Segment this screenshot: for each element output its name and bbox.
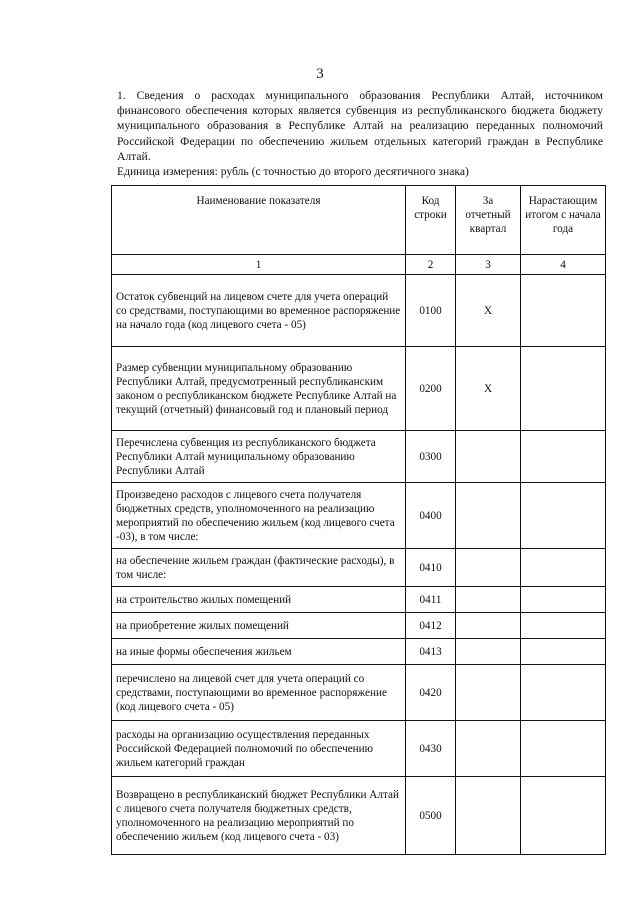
row-code: 0420 [406,665,456,721]
row-code: 0200 [406,347,456,431]
table-row [112,665,606,721]
row-code: 0411 [406,587,456,613]
row-current-value [456,777,521,855]
intro-paragraph: 1. Сведения о расходах муниципального образования Республики Алтай, источником финансового обеспечения которых является субвенция из республиканского бюджета бюджету муниципального образования в Республике Алтай на реализацию переданных полномочий Российской Федерации по обеспечению жильем отдельных категорий граждан в Республике Алтай. [117,89,603,163]
row-name: Произведено расходов с лицевого счета получателя бюджетных средств, уполномоченного на реализацию мероприятий по обеспечению жильем (код лицевого счета -03), в том числе: [112,483,406,549]
row-cumulative-value [521,347,606,431]
row-current-value [456,665,521,721]
header-name: Наименование показателя [112,186,406,255]
table-row [112,431,606,483]
row-name: на приобретение жилых помещений [112,613,406,639]
column-number-row [112,255,606,275]
table-row [112,613,606,639]
column-number: 3 [456,255,521,275]
header-code: Код строки [406,186,456,255]
row-code: 0430 [406,721,456,777]
row-current-value [456,639,521,665]
row-cumulative-value [521,639,606,665]
row-cumulative-value [521,431,606,483]
row-name: на строительство жилых помещений [112,587,406,613]
column-number: 4 [521,255,606,275]
row-current-value [456,587,521,613]
row-current-value [456,549,521,587]
row-current-value: X [456,347,521,431]
row-name: Размер субвенции муниципальному образованию Республики Алтай, предусмотренный республиканским законом о республиканском бюджете Республике Алтай на текущий (отчетный) финансовый год и плановый период [112,347,406,431]
row-code: 0400 [406,483,456,549]
row-current-value [456,483,521,549]
column-number: 2 [406,255,456,275]
row-name: на иные формы обеспечения жильем [112,639,406,665]
row-cumulative-value [521,275,606,347]
table-header-row [112,186,606,255]
row-name: Остаток субвенций на лицевом счете для учета операций со средствами, поступающими во временное распоряжение на начало года (код лицевого счета - 05) [112,275,406,347]
row-name: Возвращено в республиканский бюджет Республики Алтай с лицевого счета получателя бюджетных средств, уполномоченного на реализацию мероприятий по обеспечению жильем (код лицевого счета - 03) [112,777,406,855]
column-number: 1 [112,255,406,275]
row-current-value [456,431,521,483]
row-current-value: X [456,275,521,347]
row-code: 0413 [406,639,456,665]
row-code: 0410 [406,549,456,587]
table-row [112,587,606,613]
header-current-quarter: За отчетный квартал [456,186,521,255]
row-cumulative-value [521,777,606,855]
row-cumulative-value [521,587,606,613]
row-name: Перечислена субвенция из республиканского бюджета Республики Алтай муниципальному образованию Республики Алтай [112,431,406,483]
row-cumulative-value [521,613,606,639]
table-row [112,721,606,777]
table-row [112,639,606,665]
header-cumulative: Нарастающим итогом с начала года [521,186,606,255]
row-name: на обеспечение жильем граждан (фактические расходы), в том числе: [112,549,406,587]
table-row [112,275,606,347]
unit-of-measure: Единица измерения: рубль (с точностью до второго десятичного знака) [117,165,469,178]
row-code: 0500 [406,777,456,855]
row-name: расходы на организацию осуществления переданных Российской Федерацией полномочий по обеспечению жильем категорий граждан [112,721,406,777]
row-cumulative-value [521,665,606,721]
page-number: 3 [316,66,324,82]
row-code: 0412 [406,613,456,639]
row-cumulative-value [521,549,606,587]
row-code: 0100 [406,275,456,347]
report-table [111,185,606,855]
row-current-value [456,613,521,639]
table-row [112,549,606,587]
row-cumulative-value [521,483,606,549]
row-cumulative-value [521,721,606,777]
table-row [112,483,606,549]
table-row [112,777,606,855]
row-code: 0300 [406,431,456,483]
row-name: перечислено на лицевой счет для учета операций со средствами, поступающими во временное распоряжение (код лицевого счета - 05) [112,665,406,721]
table-row [112,347,606,431]
row-current-value [456,721,521,777]
